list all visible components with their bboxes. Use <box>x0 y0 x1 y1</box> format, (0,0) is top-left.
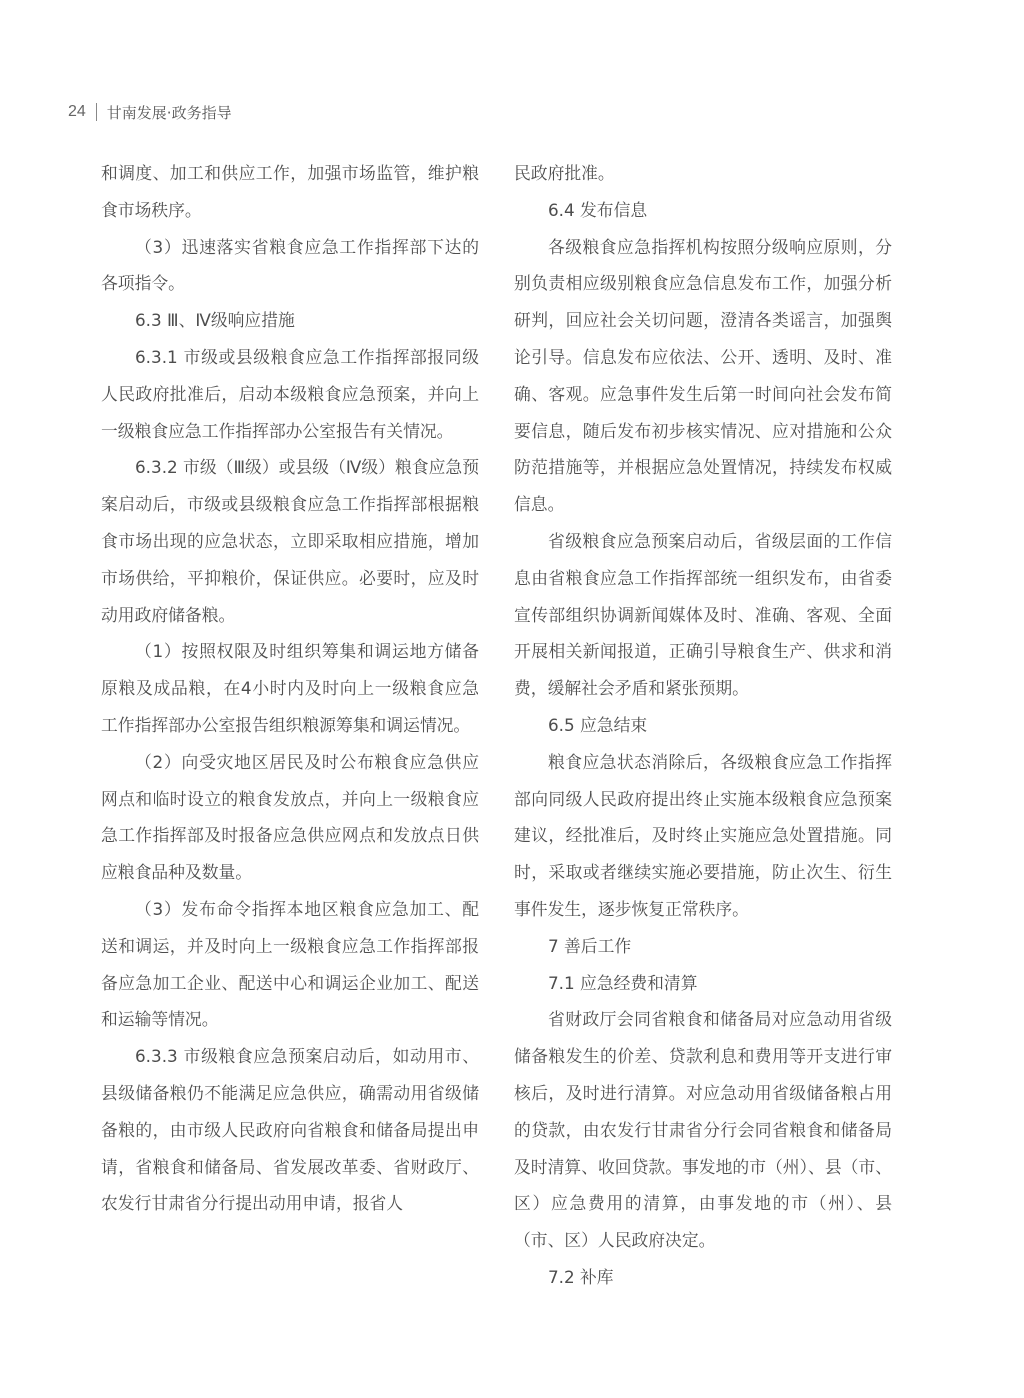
paragraph: 省级粮食应急预案启动后，省级层面的工作信息由省粮食应急工作指挥部统一组织发布，由省委宣传部组织协调新闻媒体及时、准确、客观、全面开展相关新闻报道，正确引导粮食生产、供求和消费，缓解社会矛盾和紧张预期。 <box>514 530 892 699</box>
paragraph: 省财政厅会同省粮食和储备局对应急动用省级储备粮发生的价差、贷款利息和费用等开支进行审核后，及时进行清算。对应急动用省级储备粮占用的贷款，由农发行甘肃省分行会同省粮食和储备局及时清算、收回贷款。事发地的市（州）、县（市、区）应急费用的清算，由事发地的市（州）、县（市、区）人民政府决定。 <box>514 1009 892 1251</box>
paragraph: 6.4 发布信息 <box>548 199 648 220</box>
paragraph: 民政府批准。 <box>514 163 615 183</box>
left-column <box>101 155 479 1222</box>
paragraph: 粮食应急状态消除后，各级粮食应急工作指挥部向同级人民政府提出终止实施本级粮食应急预案建议，经批准后，及时终止实施应急处置措施。同时，采取或者继续实施必要措施，防止次生、衍生事件发生，逐步恢复正常秩序。 <box>514 751 892 919</box>
paragraph: 7 善后工作 <box>548 935 632 956</box>
paragraph: 6.3.2 市级（Ⅲ级）或县级（Ⅳ级）粮食应急预案启动后，市级或县级粮食应急工作指挥部根据粮食市场出现的应急状态，立即采取相应措施，增加市场供给，平抑粮价，保证供应。必要时，应及时动用政府储备粮。 <box>101 457 479 625</box>
paragraph: 和调度、加工和供应工作，加强市场监管，维护粮食市场秩序。 <box>101 163 479 220</box>
paragraph: 各级粮食应急指挥机构按照分级响应原则，分别负责相应级别粮食应急信息发布工作，加强分析研判，回应社会关切问题，澄清各类谣言，加强舆论引导。信息发布应依法、公开、透明、及时、准确、客观。应急事件发生后第一时间向社会发布简要信息，随后发布初步核实情况、应对措施和公众防范措施等，并根据应急处置情况，持续发布权威信息。 <box>514 236 892 515</box>
paragraph: 7.2 补库 <box>548 1266 614 1287</box>
paragraph: （3）发布命令指挥本地区粮食应急加工、配送和调运，并及时向上一级粮食应急工作指挥部报备应急加工企业、配送中心和调运企业加工、配送和运输等情况。 <box>101 898 479 1030</box>
header-divider <box>96 103 97 121</box>
paragraph: （1）按照权限及时组织筹集和调运地方储备原粮及成品粮，在4小时内及时向上一级粮食应急工作指挥部办公室报告组织粮源筹集和调运情况。 <box>101 641 479 735</box>
paragraph: 6.3.3 市级粮食应急预案启动后，如动用市、县级储备粮仍不能满足应急供应，确需动用省级储备粮的，由市级人民政府向省粮食和储备局提出申请，省粮食和储备局、省发展改革委、省财政厅、农发行甘肃省分行提出动用申请，报省人 <box>101 1046 479 1214</box>
paragraph: 6.3.1 市级或县级粮食应急工作指挥部报同级人民政府批准后，启动本级粮食应急预案，并向上一级粮食应急工作指挥部办公室报告有关情况。 <box>101 346 479 441</box>
publication-title: 甘南发展·政务指导 <box>106 103 232 122</box>
paragraph: 7.1 应急经费和清算 <box>548 972 698 993</box>
paragraph: 6.3 Ⅲ、Ⅳ级响应措施 <box>135 310 295 331</box>
page-number: 24 <box>68 103 86 120</box>
page-header <box>68 100 232 124</box>
paragraph: （2）向受灾地区居民及时公布粮食应急供应网点和临时设立的粮食发放点，并向上一级粮食应急工作指挥部及时报备应急供应网点和发放点日供应粮食品种及数量。 <box>101 751 479 883</box>
paragraph: 6.5 应急结束 <box>548 714 648 735</box>
paragraph: （3）迅速落实省粮食应急工作指挥部下达的各项指令。 <box>101 236 479 294</box>
right-column <box>514 155 892 1296</box>
